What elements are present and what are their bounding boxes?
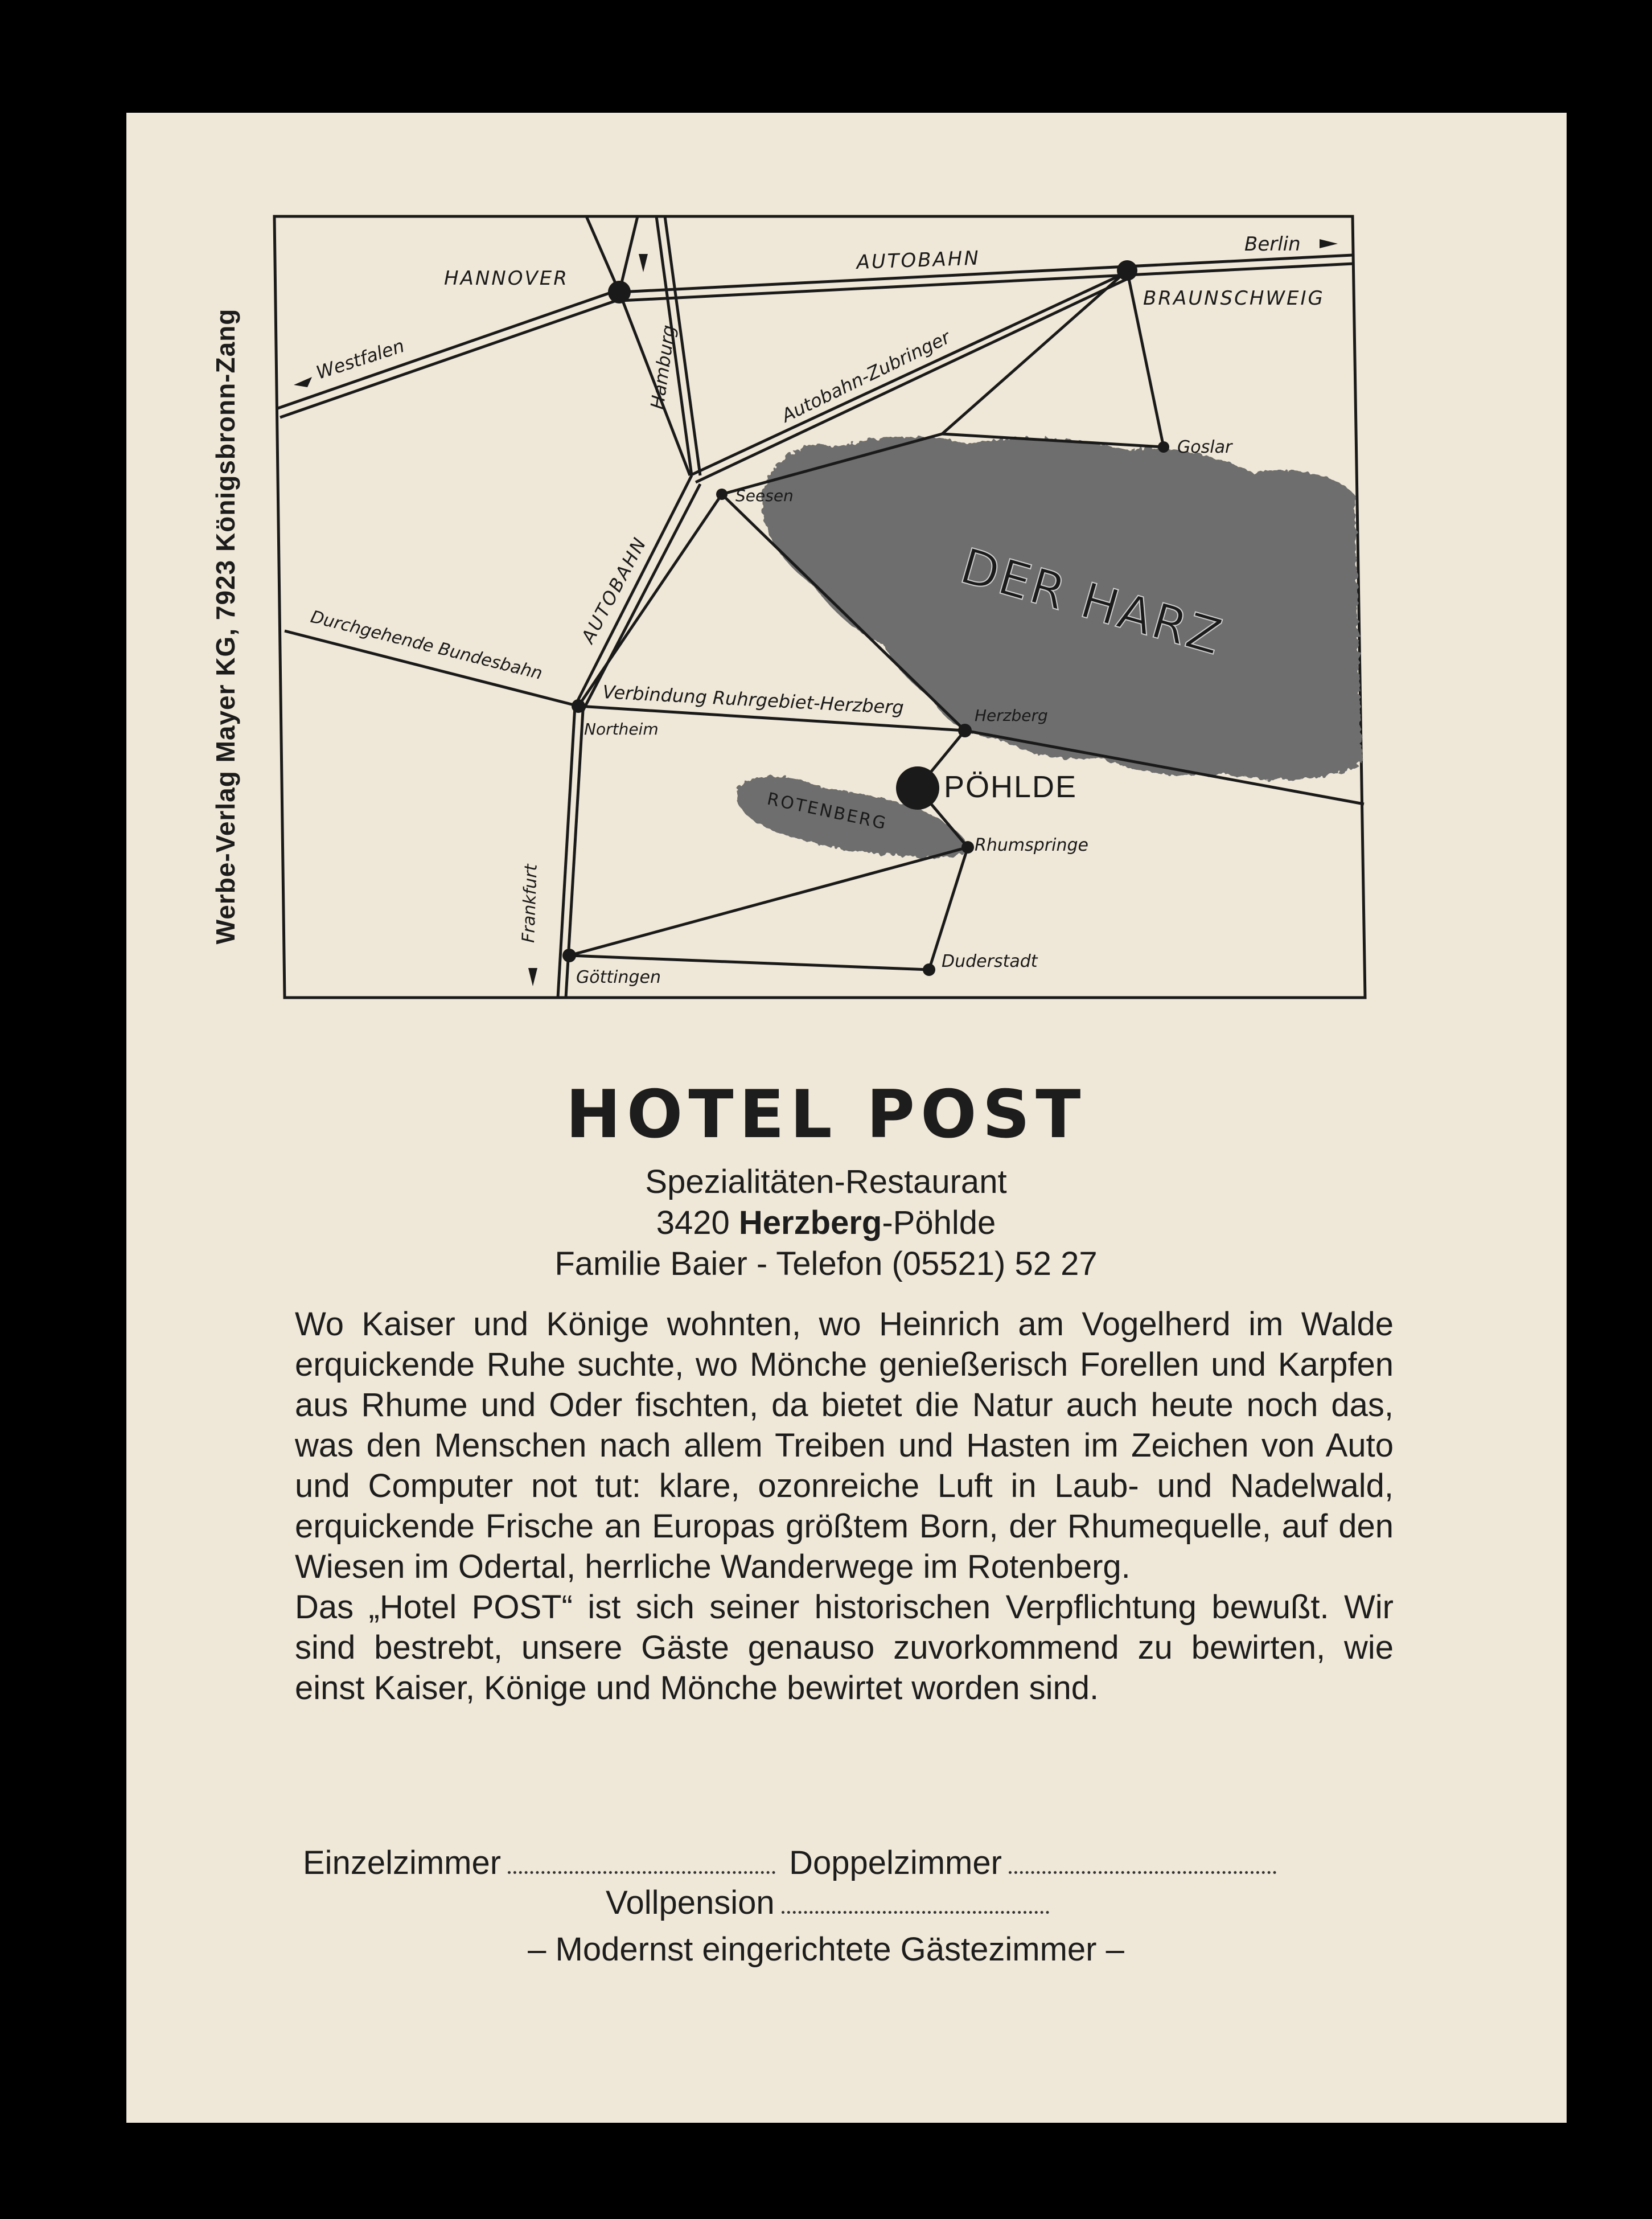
rhumspringe-dot bbox=[961, 841, 974, 854]
single-room-dots bbox=[508, 1871, 775, 1874]
hotel-subtitle: Spezialitäten-Restaurant bbox=[645, 1163, 1007, 1200]
label-autobahn-vertical: AUTOBAHN bbox=[577, 533, 651, 647]
description-paragraph-1: Wo Kaiser und Könige wohnten, wo Heinrich am Vogelherd im Walde erquickende Ruhe suchte, wo Mönche genießerisch Forellen und Karpfen aus Rhume und Oder fischten, da bietet die Natur auch heute noch das, was den Menschen nach allem Treiben und Hasten im Zeichen von Auto und Computer not tut: klare, ozonreiche Luft in Laub- und Nadelwald, erquickende Frische an Europas größtem Born, der Rhumequelle, auf den Wiesen im Odertal, herrliche Wanderwege im Rotenberg. bbox=[295, 1306, 1394, 1585]
label-herzberg: Herzberg bbox=[975, 706, 1048, 725]
description bbox=[295, 1304, 1394, 1708]
label-duderstadt: Duderstadt bbox=[942, 951, 1038, 971]
herzberg-dot bbox=[958, 724, 972, 737]
westfalen-arrow-icon bbox=[294, 377, 312, 387]
label-northeim: Northeim bbox=[584, 720, 659, 739]
fullboard-dots bbox=[782, 1911, 1049, 1914]
fullboard-label: Vollpension bbox=[606, 1884, 775, 1921]
double-room-label: Doppelzimmer bbox=[789, 1844, 1002, 1881]
northeim-dot bbox=[572, 699, 585, 713]
goettingen-dot bbox=[562, 949, 576, 962]
berlin-arrow-icon bbox=[1320, 239, 1338, 248]
label-harz: DER HARZ bbox=[954, 538, 1230, 667]
duderstadt-dot bbox=[923, 963, 935, 976]
label-westfalen: Westfalen bbox=[313, 334, 407, 384]
room-line bbox=[303, 1844, 1276, 1882]
frankfurt-arrow-icon bbox=[528, 968, 537, 986]
label-hamburg: Hamburg bbox=[646, 323, 680, 411]
fullboard-line bbox=[606, 1884, 1049, 1922]
description-paragraph-2: Das „Hotel POST“ ist sich seiner historischen Verpflichtung bewußt. Wir sind bestrebt, unsere Gäste genauso zuvorkommend zu bewirten, wie einst Kaiser, Könige und Mönche bewirtet worden sind. bbox=[295, 1589, 1394, 1707]
double-room-dots bbox=[1009, 1871, 1276, 1874]
seesen-dot bbox=[716, 489, 728, 500]
label-braunschweig: BRAUNSCHWEIG bbox=[1143, 287, 1325, 310]
label-goettingen: Göttingen bbox=[576, 967, 661, 987]
label-seesen: Seesen bbox=[735, 486, 794, 505]
braunschweig-dot bbox=[1117, 260, 1137, 281]
label-hannover: HANNOVER bbox=[444, 267, 569, 290]
label-frankfurt: Frankfurt bbox=[519, 864, 541, 944]
label-poehlde: PÖHLDE bbox=[944, 770, 1078, 804]
hotel-title: HOTEL POST bbox=[565, 1076, 1087, 1153]
address-suffix: -Pöhlde bbox=[882, 1204, 996, 1241]
single-room-label: Einzelzimmer bbox=[303, 1844, 502, 1881]
hotel-contact: Familie Baier - Telefon (05521) 52 27 bbox=[554, 1245, 1098, 1282]
label-zubringer: Autobahn-Zubringer bbox=[778, 326, 954, 427]
poehlde-dot bbox=[896, 766, 939, 810]
hotel-address bbox=[0, 1204, 1652, 1242]
hannover-dot bbox=[608, 281, 631, 303]
publisher-imprint: Werbe-Verlag Mayer KG, 7923 Königsbronn-Zang bbox=[211, 308, 240, 945]
label-goslar: Goslar bbox=[1177, 437, 1232, 457]
rooms-footer: – Modernst eingerichtete Gästezimmer – bbox=[528, 1931, 1124, 1968]
address-prefix: 3420 bbox=[656, 1204, 739, 1241]
label-berlin: Berlin bbox=[1244, 233, 1301, 256]
label-autobahn-top: AUTOBAHN bbox=[856, 247, 981, 274]
label-bundesbahn: Durchgehende Bundesbahn bbox=[309, 606, 545, 684]
label-rotenberg: ROTENBERG bbox=[765, 789, 889, 834]
label-rhumspringe: Rhumspringe bbox=[975, 835, 1088, 855]
address-town: Herzberg bbox=[738, 1204, 882, 1241]
goslar-dot bbox=[1158, 441, 1169, 453]
label-verbindung: Verbindung Ruhrgebiet-Herzberg bbox=[602, 681, 905, 719]
hamburg-arrow-icon bbox=[639, 254, 648, 272]
